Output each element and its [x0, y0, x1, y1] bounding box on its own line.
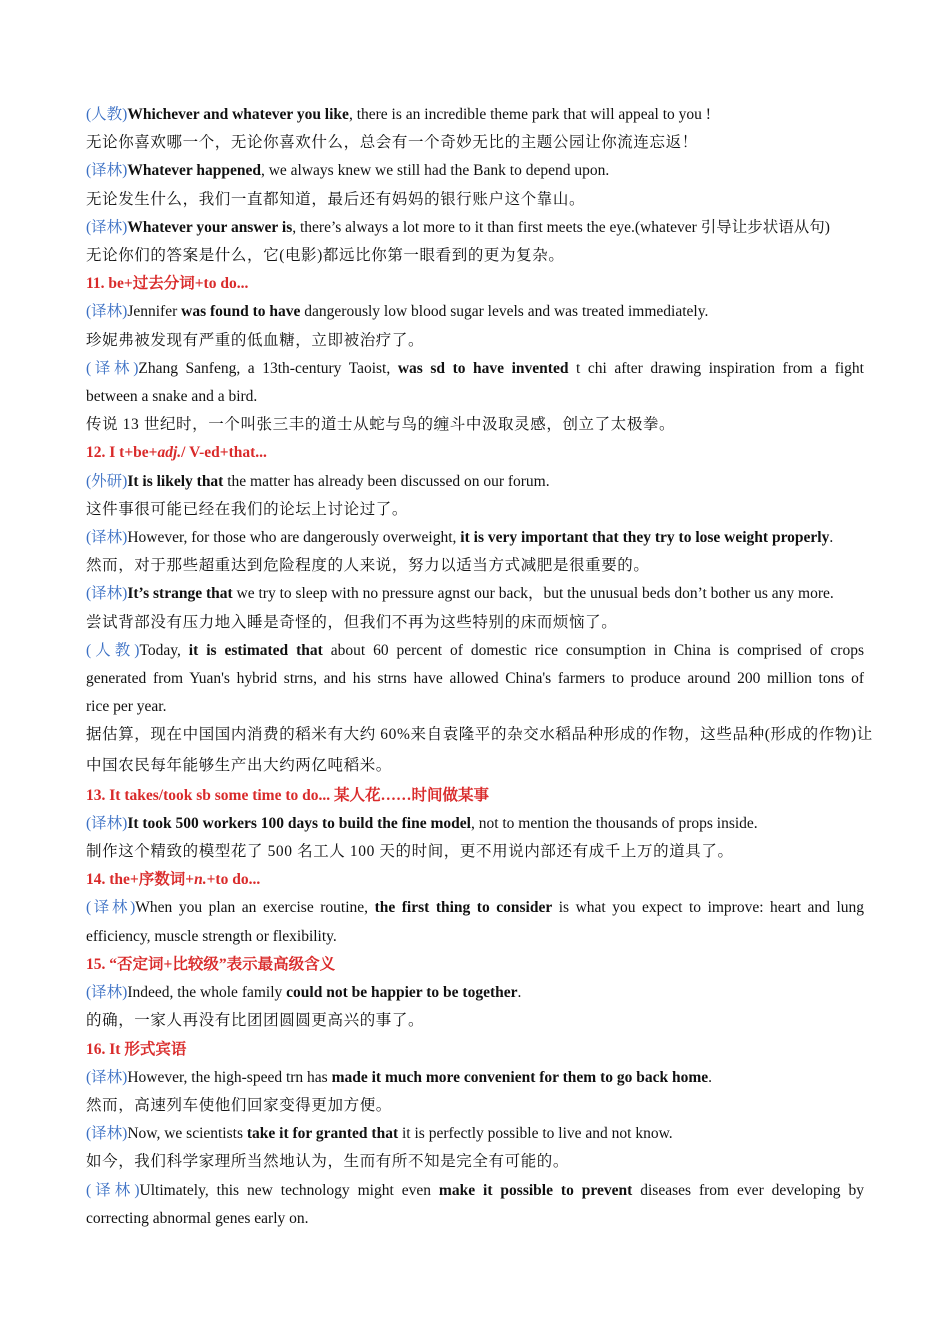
section-heading: 15. “否定词+比较级”表示最高级含义 [86, 955, 336, 973]
key-structure: It is likely that [127, 472, 224, 490]
section-heading: 16. It 形式宾语 [86, 1040, 187, 1058]
key-structure: make it possible to prevent [438, 1181, 633, 1199]
key-structure: it is very important that they try to lose weight properly [460, 529, 830, 547]
source-tag: (译林) [86, 814, 128, 832]
key-structure: Whichever and whatever you like [127, 106, 349, 123]
example-sentence-continued: correcting abnormal genes early on. [86, 1209, 309, 1227]
key-structure: Whatever your answer is [127, 218, 293, 236]
translation: 无论你喜欢哪一个，无论你喜欢什么，总会有一个奇妙无比的主题公园让你流连忘返！ [86, 134, 698, 152]
example-sentence: (译林)It took 500 workers 100 days to build the fine model, not to mention the thousands of props inside. [86, 814, 758, 832]
key-structure: the first thing to consider [374, 899, 553, 917]
source-tag: (外研) [86, 472, 128, 490]
key-structure: take it for granted that [246, 1125, 399, 1143]
example-sentence-continued: rice per year. [86, 698, 167, 716]
key-structure: could not be happier to be together [286, 984, 518, 1002]
translation: 制作这个精致的模型花了 500 名工人 100 天的时间，更不用说内部还有成千上万的道具了。 [86, 843, 734, 861]
source-tag: (译林) [86, 899, 136, 917]
source-tag: (译林) [86, 303, 128, 321]
example-sentence: (译林)Whatever happened, we always knew we still had the Bank to depend upon. [86, 162, 610, 180]
translation: 无论你们的答案是什么，它(电影)都远比你第一眼看到的更为复杂。 [86, 247, 565, 265]
source-tag: (人教) [86, 106, 128, 123]
example-sentence-continued: generated from Yuan's hybrid strns, and his strns have allowed China's farmers to produce around 200 million tons of [86, 670, 864, 688]
example-sentence: (译林)However, the high-speed trn has made it much more convenient for them to go back home. [86, 1068, 713, 1086]
translation: 传说 13 世纪时，一个叫张三丰的道士从蛇与鸟的缠斗中汲取灵感，创立了太极拳。 [86, 416, 676, 434]
example-sentence: (译林)Now, we scientists take it for granted that it is perfectly possible to live and not know. [86, 1125, 673, 1143]
key-structure: was sd to have invented [397, 359, 569, 377]
source-tag: (译林) [86, 1181, 140, 1199]
key-structure: Whatever happened [127, 162, 261, 180]
example-sentence: (译林)Zhang Sanfeng, a 13th-century Taoist, was sd to have invented t chi after drawing inspiration from a fight [86, 359, 864, 377]
section-heading: 12. I t+be+adj./ V-ed+that... [86, 444, 267, 462]
example-sentence: (人教)Today, it is estimated that about 60 percent of domestic rice consumption in China is comprised of crops [86, 641, 864, 659]
document-page [86, 101, 873, 1233]
key-structure: it is estimated that [188, 641, 323, 659]
example-sentence: (译林)Indeed, the whole family could not be happier to be together. [86, 984, 522, 1002]
translation: 据估算，现在中国国内消费的稻米有大约 60%来自袁隆平的杂交水稻品种形成的作物，这些品种(形成的作物)让 [86, 726, 873, 744]
source-tag: (译林) [86, 1125, 128, 1143]
example-sentence: (译林)Jennifer was found to have dangerously low blood sugar levels and was treated immediately. [86, 303, 709, 321]
translation: 的确，一家人再没有比团团圆圆更高兴的事了。 [86, 1012, 425, 1030]
source-tag: (译林) [86, 585, 128, 603]
source-tag: (译林) [86, 218, 128, 236]
example-sentence: (译林)It’s strange that we try to sleep with no pressure agnst our back，but the unusual beds don’t bother us any more. [86, 585, 834, 603]
translation: 如今，我们科学家理所当然地认为，生而有所不知是完全有可能的。 [86, 1153, 570, 1171]
section-heading: 11. be+过去分词+to do... [86, 275, 249, 293]
translation: 然而，高速列车使他们回家变得更加方便。 [86, 1096, 392, 1114]
section-heading: 13. It takes/took sb some time to do... 某人花……时间做某事 [86, 786, 489, 804]
translation: 然而，对于那些超重达到危险程度的人来说，努力以适当方式减肥是很重要的。 [86, 557, 650, 575]
example-sentence-continued: between a snake and a bird. [86, 388, 258, 406]
source-tag: (译林) [86, 984, 128, 1002]
key-structure: was found to have [181, 303, 301, 321]
key-structure: It’s strange that [127, 585, 233, 603]
example-sentence: (译林)Ultimately, this new technology might even make it possible to prevent diseases from ever developing by [86, 1181, 864, 1199]
source-tag: (译林) [86, 1068, 128, 1086]
example-sentence: (译林)However, for those who are dangerously overweight, it is very important that they try to lose weight properly. [86, 529, 834, 547]
example-sentence: (译林)Whatever your answer is, there’s always a lot more to it than first meets the eye.(whatever 引导让步状语从句) [86, 218, 830, 236]
example-sentence-continued: efficiency, muscle strength or flexibility. [86, 927, 337, 945]
translation: 这件事很可能已经在我们的论坛上讨论过了。 [86, 500, 409, 518]
example-sentence: (外研)It is likely that the matter has already been discussed on our forum. [86, 472, 550, 490]
source-tag: (译林) [86, 162, 128, 180]
example-sentence: (人教)Whichever and whatever you like, there is an incredible theme park that will appeal to you ! [86, 106, 711, 123]
source-tag: (译林) [86, 359, 139, 377]
section-heading: 14. the+序数词+n.+to do... [86, 871, 261, 889]
translation: 无论发生什么，我们一直都知道，最后还有妈妈的银行账户这个靠山。 [86, 190, 586, 208]
source-tag: (人教) [86, 641, 140, 659]
translation: 尝试背部没有压力地入睡是奇怪的，但我们不再为这些特别的床而烦恼了。 [86, 613, 618, 631]
example-sentence: (译林)When you plan an exercise routine, the first thing to consider is what you expect to improve: heart and lung [86, 899, 865, 917]
key-structure: It took 500 workers 100 days to build the fine model [127, 814, 471, 832]
translation: 珍妮弗被发现有严重的低血糖，立即被治疗了。 [86, 331, 425, 349]
translation-continued: 中国农民每年能够生产出大约两亿吨稻米。 [86, 756, 392, 774]
source-tag: (译林) [86, 529, 128, 547]
key-structure: made it much more convenient for them to go back home [331, 1068, 709, 1086]
